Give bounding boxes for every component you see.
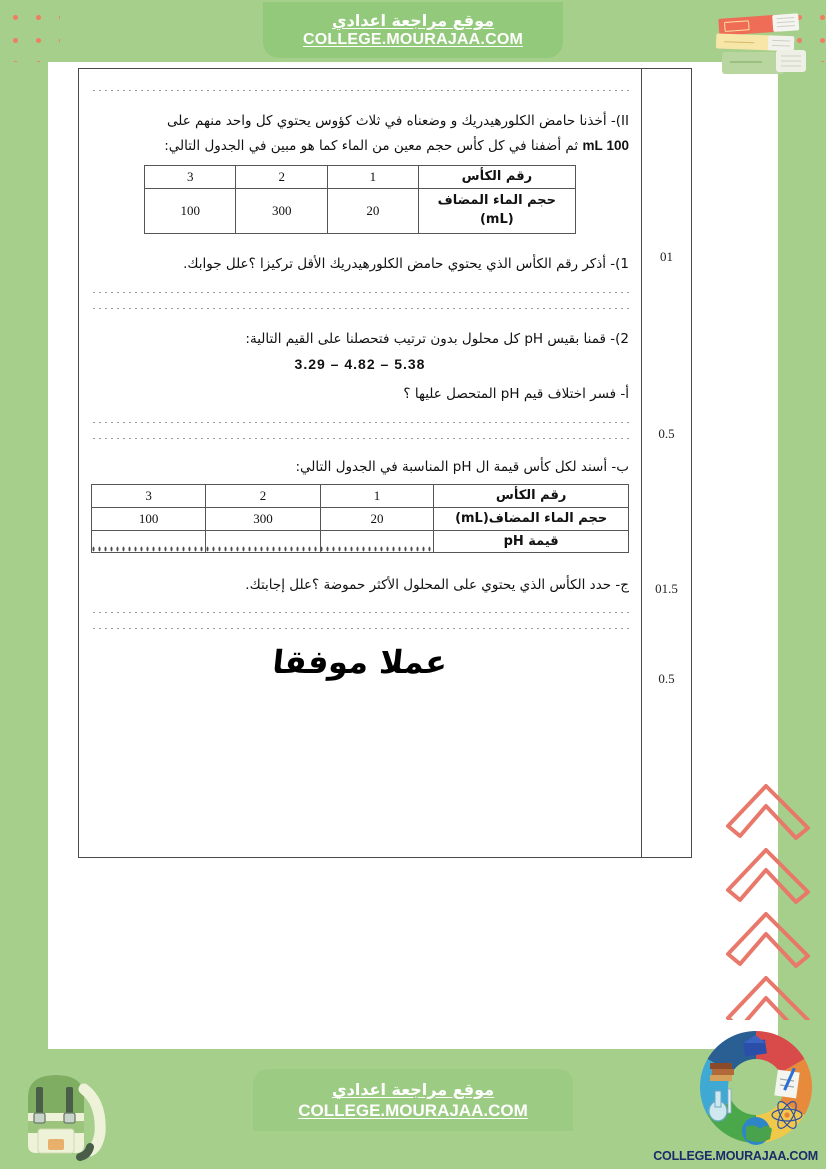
table1-water-1: 20	[327, 188, 418, 233]
table2-cup-1: 1	[320, 484, 434, 507]
question-2a: أ- فسر اختلاف قيم pH المتحصل عليها ؟	[403, 385, 629, 402]
green-backpack-icon	[8, 1059, 112, 1163]
exam-sheet	[78, 68, 692, 858]
table2-ph-input-2[interactable]	[206, 530, 320, 552]
exercise-intro-line1: II)- أخذنا حامض الكلورهيدريك و وضعناه في ثلاث كؤوس يحتوي كل واحد منهم على	[166, 113, 629, 129]
answer-line[interactable]	[91, 294, 629, 309]
table1-cup-3: 3	[145, 165, 236, 188]
table-row	[92, 507, 629, 530]
site-footer-arabic: موقع مراجعة اعدادي	[331, 1079, 495, 1099]
answer-line[interactable]	[91, 614, 629, 629]
site-footer-banner	[253, 1069, 573, 1131]
table2-water-3: 100	[92, 507, 206, 530]
table1-cup-1: 1	[327, 165, 418, 188]
table1-water-label: حجم الماء المضاف (mL)	[418, 188, 575, 233]
coral-dots-pattern-icon	[0, 0, 60, 62]
site-watermark: COLLEGE.MOURAJAA.COM	[653, 1149, 818, 1163]
answer-line[interactable]	[91, 408, 629, 423]
site-header-banner	[263, 2, 563, 58]
table2-cup-label: رقم الكأس	[434, 484, 629, 507]
water-volume-table	[144, 165, 576, 234]
table-row	[92, 484, 629, 507]
score-value-1: 01	[660, 249, 673, 264]
table2-ph-input-3[interactable]	[92, 530, 206, 552]
answer-line[interactable]	[91, 424, 629, 439]
table2-ph-label: قيمة pH	[434, 530, 629, 552]
exam-body	[79, 69, 641, 857]
exercise-intro-line2: ثم أضفنا في كل كأس حجم معين من الماء كما هو مبين في الجدول التالي:	[164, 137, 579, 154]
ph-measured-values: 5.38 – 4.82 – 3.29	[294, 355, 426, 372]
table1-cup-2: 2	[236, 165, 327, 188]
table2-ph-input-1[interactable]	[320, 530, 434, 552]
question-2b: ب- أسند لكل كأس قيمة ال pH المناسبة في الجدول التالي:	[295, 458, 629, 475]
site-header-arabic: موقع مراجعة اعدادي	[331, 11, 495, 30]
table2-cup-3: 3	[92, 484, 206, 507]
table-row	[145, 188, 576, 233]
table-row	[92, 530, 629, 552]
table1-water-2: 300	[236, 188, 327, 233]
table1-water-3: 100	[145, 188, 236, 233]
table2-cup-2: 2	[206, 484, 320, 507]
answer-line[interactable]	[91, 598, 629, 613]
question-2: 2)- قمنا بقيس pH كل محلول بدون ترتيب فتحصلنا على القيم التالية:	[245, 330, 629, 347]
score-value-3: 01.5	[655, 581, 678, 596]
score-value-4: 0.5	[658, 671, 675, 686]
score-value-2: 0.5	[658, 426, 675, 441]
question-2c: ج- حدد الكأس الذي يحتوي على المحلول الأكثر حموضة ؟علل إجابتك.	[245, 576, 629, 593]
table-row	[145, 165, 576, 188]
ph-assignment-table	[91, 484, 629, 553]
background-band-left	[0, 0, 48, 1169]
table1-cup-label: رقم الكأس	[418, 165, 575, 188]
exercise-intro	[91, 109, 629, 159]
score-column	[641, 69, 691, 857]
education-wheel-icon	[692, 1023, 820, 1151]
coral-chevron-arrows-icon	[722, 770, 818, 1020]
table2-water-label: حجم الماء المضاف(mL)	[434, 507, 629, 530]
question-1: 1)- أذكر رقم الكأس الذي يحتوي حامض الكلورهيدريك الأقل تركيزا ؟علل جوابك.	[183, 255, 629, 272]
closing-good-luck: عملا موفقا	[270, 643, 450, 682]
stack-of-books-icon	[702, 2, 818, 82]
table2-water-1: 20	[320, 507, 434, 530]
exercise-volume-value: 100 mL	[582, 137, 629, 153]
site-header-url: COLLEGE.MOURAJAA.COM	[303, 31, 523, 48]
answer-line[interactable]	[91, 278, 629, 293]
site-footer-url: COLLEGE.MOURAJAA.COM	[298, 1100, 528, 1120]
answer-line[interactable]	[91, 76, 629, 91]
table2-water-2: 300	[206, 507, 320, 530]
